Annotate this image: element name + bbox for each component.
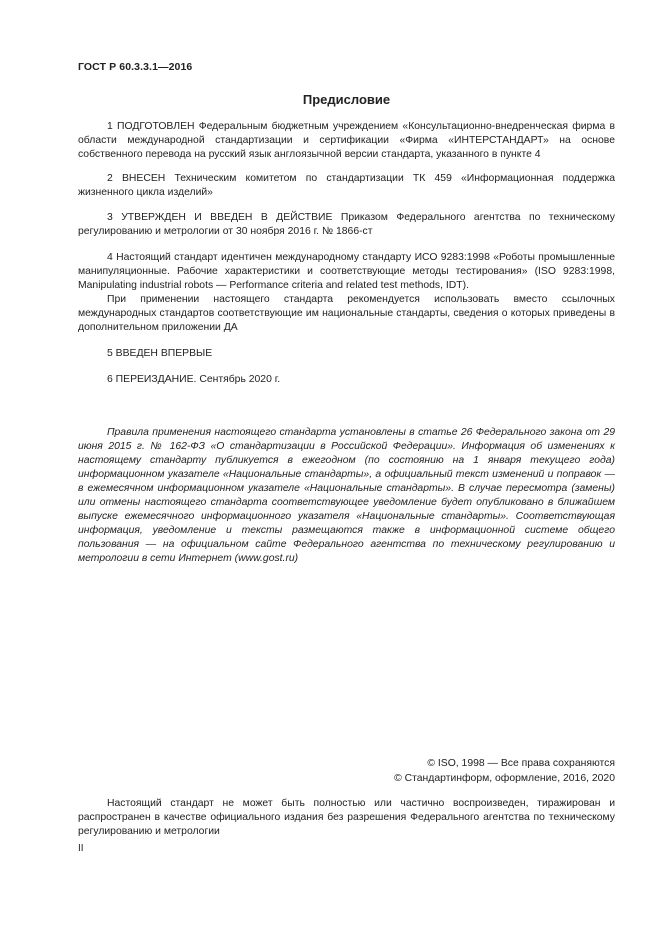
legal-paragraph: Настоящий стандарт не может быть полностью или частично воспроизведен, тиражирован и распространен в качестве официального издания без разрешения Федерального агентства по техническому регулированию и метрологии xyxy=(78,798,615,837)
page-number: II xyxy=(78,843,84,854)
paragraph-introduced-by: 2 ВНЕСЕН Техническим комитетом по стандартизации ТК 459 «Информационная поддержка жизненного цикла изделий» xyxy=(78,173,615,198)
paragraph-reissue: 6 ПЕРЕИЗДАНИЕ. Сентябрь 2020 г. xyxy=(107,374,281,385)
legal-block xyxy=(78,797,615,839)
paragraph-first-introduced: 5 ВВЕДЕН ВПЕРВЫЕ xyxy=(107,348,213,359)
copyright-standartinform: © Стандартинформ, оформление, 2016, 2020 xyxy=(394,773,615,784)
paragraph-1-block xyxy=(78,120,615,162)
copyright-iso: © ISO, 1998 — Все права сохраняются xyxy=(427,758,615,769)
paragraph-application-note: При применении настоящего стандарта рекомендуется использовать вместо ссылочных международных стандартов соответствующие им национальные стандарты, сведения о которых приведены в дополнительном приложении ДА xyxy=(78,294,615,333)
paragraph-5-block xyxy=(78,347,615,361)
notice-block xyxy=(78,426,615,566)
notice-paragraph: Правила применения настоящего стандарта установлены в статье 26 Федерального закона от 29 июня 2015 г. № 162-ФЗ «О стандартизации в Российской Федерации». Информация об изменениях к настоящему стандарту публикуется в ежегодном (по состоянию на 1 января текущего года) информационном указателе «Национальные стандарты», а официальный текст изменений и поправок — в ежемесячном информационном указателе «Национальные стандарты». В случае пересмотра (замены) или отмены настоящего стандарта соответствующее уведомление будет опубликовано в ближайшем выпуске ежемесячного информационного указателя «Национальные стандарты». Соответствующая информация, уведомление и тексты размещаются также в информационной системе общего пользования — на официальном сайте Федерального агентства по техническому регулированию и метрологии в сети Интернет (www.gost.ru) xyxy=(78,427,615,564)
paragraph-2-block xyxy=(78,172,615,200)
paragraph-6-block xyxy=(78,373,615,387)
paragraph-3-block xyxy=(78,211,615,239)
page-title: Предисловие xyxy=(302,92,391,107)
paragraph-4-block xyxy=(78,251,615,335)
paragraph-prepared-by: 1 ПОДГОТОВЛЕН Федеральным бюджетным учреждением «Консультационно-внедренческая фирма в области международной стандартизации и сертификации «Фирма «ИНТЕРСТАНДАРТ» на основе собственного перевода на русский язык англоязычной версии стандарта, указанного в пункте 4 xyxy=(78,121,615,160)
copyright-block xyxy=(394,756,615,786)
paragraph-identical-standard: 4 Настоящий стандарт идентичен международному стандарту ИСО 9283:1998 «Роботы промышленные манипуляционные. Рабочие характеристики и соответствующие методы тестирования» (ISO 9283:1998, Manipulating industrial robots — Performance criteria and related test methods, IDT). xyxy=(78,252,615,291)
standard-code: ГОСТ Р 60.3.3.1—2016 xyxy=(78,61,193,73)
paragraph-approved: 3 УТВЕРЖДЕН И ВВЕДЕН В ДЕЙСТВИЕ Приказом Федерального агентства по техническому регулированию и метрологии от 30 ноября 2016 г. № 1866-ст xyxy=(78,212,615,237)
